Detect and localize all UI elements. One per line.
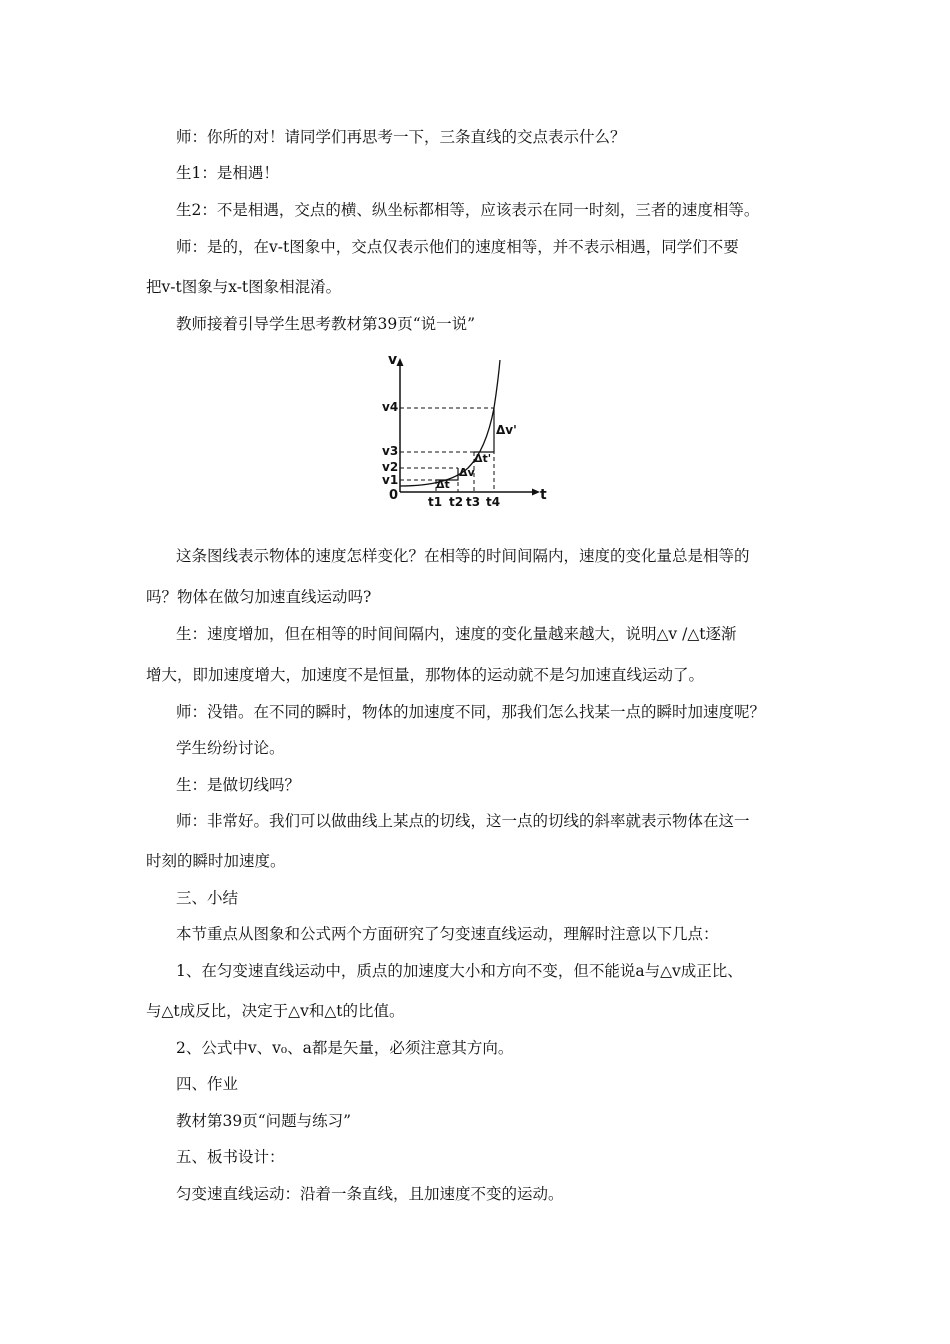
paragraph-student-discussion: 学生纷纷讨论。 (176, 739, 285, 757)
paragraph-graph-question-line2: 吗？物体在做匀加速直线运动吗? (146, 588, 372, 606)
delta-v-label: Δv (459, 466, 475, 479)
v4-label: v4 (382, 400, 399, 414)
paragraph-student-tangent: 生：是做切线吗？ (176, 776, 301, 794)
paragraph-teacher-question: 师：你所的对！请同学们再思考一下，三条直线的交点表示什么？ (176, 128, 626, 146)
paragraph-board-design: 匀变速直线运动：沿着一条直线，且加速度不变的运动。 (176, 1185, 564, 1203)
paragraph-summary-point1-line1: 1、在匀变速直线运动中，质点的加速度大小和方向不变，但不能说a与△v成正比、 (176, 962, 743, 980)
paragraph-student1-answer: 生1：是相遇！ (176, 164, 279, 182)
delta-t-prime-label: Δt' (474, 452, 492, 465)
vt-graph-svg (378, 352, 558, 507)
paragraph-summary-point1-line2: 与△t成反比，决定于△v和△t的比值。 (146, 1002, 405, 1020)
paragraph-teacher-tangent-line2: 时刻的瞬时加速度。 (146, 852, 286, 870)
origin-label: 0 (389, 488, 399, 503)
v-axis-arrow-icon (397, 358, 404, 366)
paragraph-graph-question-line1: 这条图线表示物体的速度怎样变化？在相等的时间间隔内，速度的变化量总是相等的 (176, 547, 750, 565)
v-axis-label: v (388, 352, 398, 368)
paragraph-teacher-reply-line1: 师：是的，在v-t图象中，交点仅表示他们的速度相等，并不表示相遇，同学们不要 (176, 238, 739, 256)
v3-label: v3 (382, 444, 399, 458)
paragraph-teacher-reply-line2: 把v-t图象与x-t图象相混淆。 (146, 278, 342, 296)
paragraph-homework: 教材第39页“问题与练习” (176, 1112, 352, 1130)
vt-graph-figure (378, 352, 558, 507)
section-summary-heading: 三、小结 (176, 889, 239, 907)
paragraph-student-answer-line2: 增大，即加速度增大，加速度不是恒量，那物体的运动就不是匀加速直线运动了。 (146, 666, 705, 684)
t2-label: t2 (449, 495, 464, 507)
paragraph-student-answer-line1: 生：速度增加，但在相等的时间间隔内，速度的变化量越来越大，说明△v /△t逐渐 (176, 625, 737, 643)
velocity-curve (400, 360, 500, 486)
t-axis-arrow-icon (532, 489, 540, 496)
v2-label: v2 (382, 460, 399, 474)
paragraph-summary-point2: 2、公式中v、v₀、a都是矢量，必须注意其方向。 (176, 1039, 514, 1057)
paragraph-summary-intro: 本节重点从图象和公式两个方面研究了匀变速直线运动，理解时注意以下几点： (176, 925, 719, 943)
t1-label: t1 (428, 495, 443, 507)
paragraph-teacher-instant-question: 师：没错。在不同的瞬时，物体的加速度不同，那我们怎么找某一点的瞬时加速度呢？ (176, 703, 766, 721)
paragraph-student2-answer: 生2：不是相遇，交点的横、纵坐标都相等，应该表示在同一时刻，三者的速度相等。 (176, 201, 760, 219)
t3-label: t3 (466, 495, 481, 507)
t4-label: t4 (486, 495, 501, 507)
paragraph-textbook-intro: 教师接着引导学生思考教材第39页“说一说” (176, 315, 476, 333)
t-axis-label: t (540, 487, 547, 503)
v1-label: v1 (382, 473, 399, 487)
paragraph-teacher-tangent-line1: 师：非常好。我们可以做曲线上某点的切线，这一点的切线的斜率就表示物体在这一 (176, 812, 750, 830)
section-board-design-heading: 五、板书设计： (176, 1148, 285, 1166)
delta-t-label: Δt (436, 478, 450, 491)
section-homework-heading: 四、作业 (176, 1075, 239, 1093)
delta-v-prime-label: Δv' (496, 423, 517, 437)
